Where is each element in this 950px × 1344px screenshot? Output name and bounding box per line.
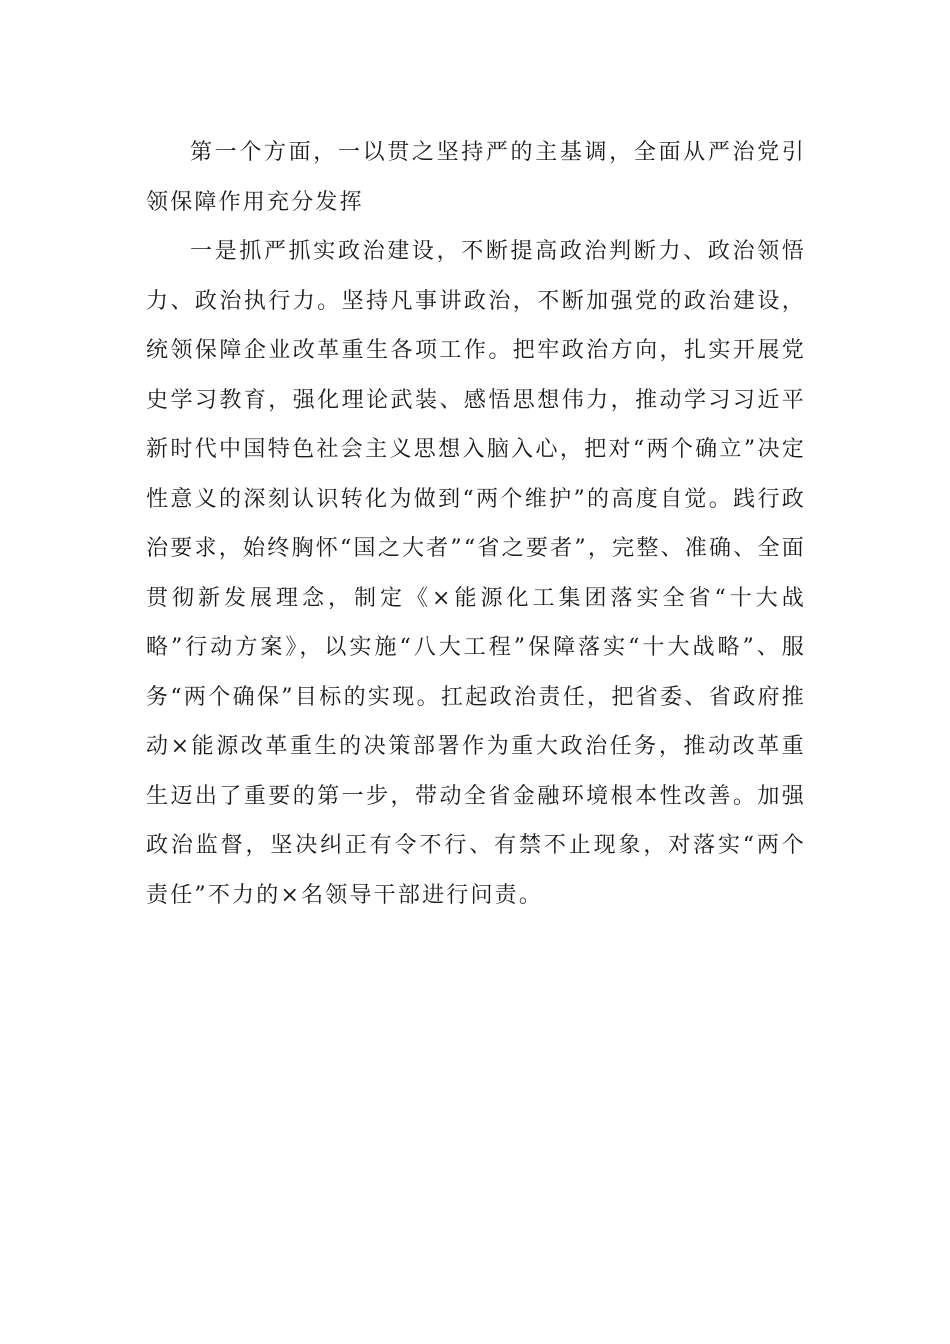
document-body bbox=[146, 128, 806, 920]
section-heading-paragraph: 第一个方面，一以贯之坚持严的主基调，全面从严治党引领保障作用充分发挥 bbox=[146, 140, 806, 215]
body-paragraph: 一是抓严抓实政治建设，不断提高政治判断力、政治领悟力、政治执行力。坚持凡事讲政治，不断加强党的政治建设，统领保障企业改革重生各项工作。把牢政治方向，扎实开展党史学习教育，强化理论武装、感悟思想伟力，推动学习习近平新时代中国特色社会主义思想入脑入心，把对“两个确立”决定性意义的深刻认识转化为做到“两个维护”的高度自觉。践行政治要求，始终胸怀“国之大者”“省之要者”，完整、准确、全面贯彻新发展理念，制定《×能源化工集团落实全省“十大战略”行动方案》，以实施“八大工程”保障落实“十大战略”、服务“两个确保”目标的实现。扛起政治责任，把省委、省政府推动×能源改革重生的决策部署作为重大政治任务，推动改革重生迈出了重要的第一步，带动全省金融环境根本性改善。加强政治监督，坚决纠正有令不行、有禁不止现象，对落实“两个责任”不力的×名领导干部进行问责。 bbox=[146, 239, 806, 908]
